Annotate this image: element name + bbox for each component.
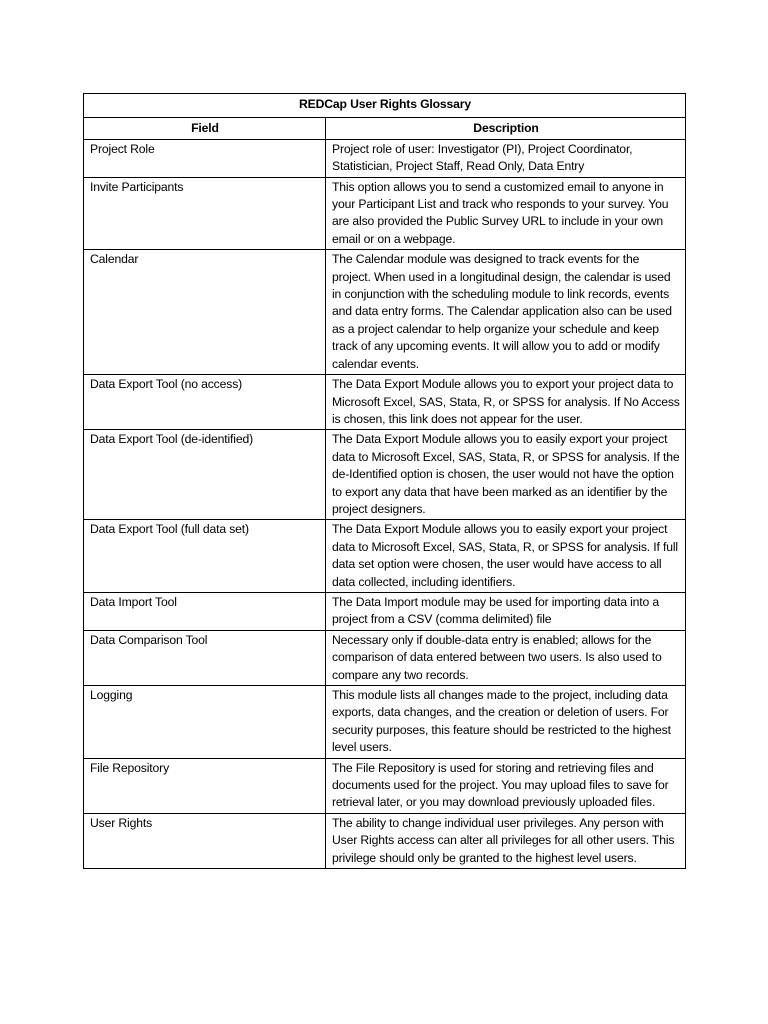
description-cell: The Data Export Module allows you to export your project data to Microsoft Excel, SAS, Stata, R, or SPSS for analysis. If No Access is chosen, this link does not appear for the user. [326,375,686,430]
description-cell: This module lists all changes made to the project, including data exports, data changes, and the creation or deletion of users. For security purposes, this feature should be restricted to the highest level users. [326,686,686,759]
field-cell: Data Export Tool (no access) [84,375,326,430]
table-row [84,813,686,868]
field-cell: Data Export Tool (de-identified) [84,430,326,520]
field-cell: User Rights [84,813,326,868]
field-cell: Data Export Tool (full data set) [84,520,326,593]
description-cell: Necessary only if double-data entry is enabled; allows for the comparison of data entered between two users. Is also used to compare any two records. [326,630,686,685]
table-row [84,250,686,375]
field-cell: Logging [84,686,326,759]
description-cell: Project role of user: Investigator (PI), Project Coordinator, Statistician, Project Staff, Read Only, Data Entry [326,139,686,177]
table-title-row [84,94,686,118]
table-title: REDCap User Rights Glossary [84,94,686,118]
table-row [84,758,686,813]
field-column-header: Field [84,118,326,139]
field-cell: Project Role [84,139,326,177]
table-body [84,139,686,868]
table-row [84,375,686,430]
description-cell: The Data Export Module allows you to easily export your project data to Microsoft Excel, SAS, Stata, R, or SPSS for analysis. If full data set option were chosen, the user would have access to all data collected, including identifiers. [326,520,686,593]
description-cell: The Data Import module may be used for importing data into a project from a CSV (comma delimited) file [326,592,686,630]
description-cell: The Calendar module was designed to track events for the project. When used in a longitudinal design, the calendar is used in conjunction with the scheduling module to link records, events and data entry forms. The Calendar application also can be used as a project calendar to help organize your schedule and keep track of any upcoming events. It will allow you to add or modify calendar events. [326,250,686,375]
table-head [84,94,686,140]
description-cell: This option allows you to send a customized email to anyone in your Participant List and track who responds to your survey. You are also provided the Public Survey URL to include in your own email or on a webpage. [326,177,686,250]
field-cell: Data Comparison Tool [84,630,326,685]
table-row [84,686,686,759]
table-row [84,430,686,520]
table-row [84,592,686,630]
table-row [84,177,686,250]
field-cell: Calendar [84,250,326,375]
table-header-row [84,118,686,139]
description-cell: The Data Export Module allows you to easily export your project data to Microsoft Excel, SAS, Stata, R, or SPSS for analysis. If the de-Identified option is chosen, the user would not have the option to export any data that have been marked as an identifier by the project designers. [326,430,686,520]
table-row [84,630,686,685]
user-rights-glossary-table [83,93,686,869]
description-cell: The File Repository is used for storing and retrieving files and documents used for the project. You may upload files to save for retrieval later, or you may download previously uploaded files. [326,758,686,813]
table-row [84,520,686,593]
description-cell: The ability to change individual user privileges. Any person with User Rights access can alter all privileges for all other users. This privilege should only be granted to the highest level users. [326,813,686,868]
field-cell: File Repository [84,758,326,813]
field-cell: Data Import Tool [84,592,326,630]
table-row [84,139,686,177]
field-cell: Invite Participants [84,177,326,250]
description-column-header: Description [326,118,686,139]
